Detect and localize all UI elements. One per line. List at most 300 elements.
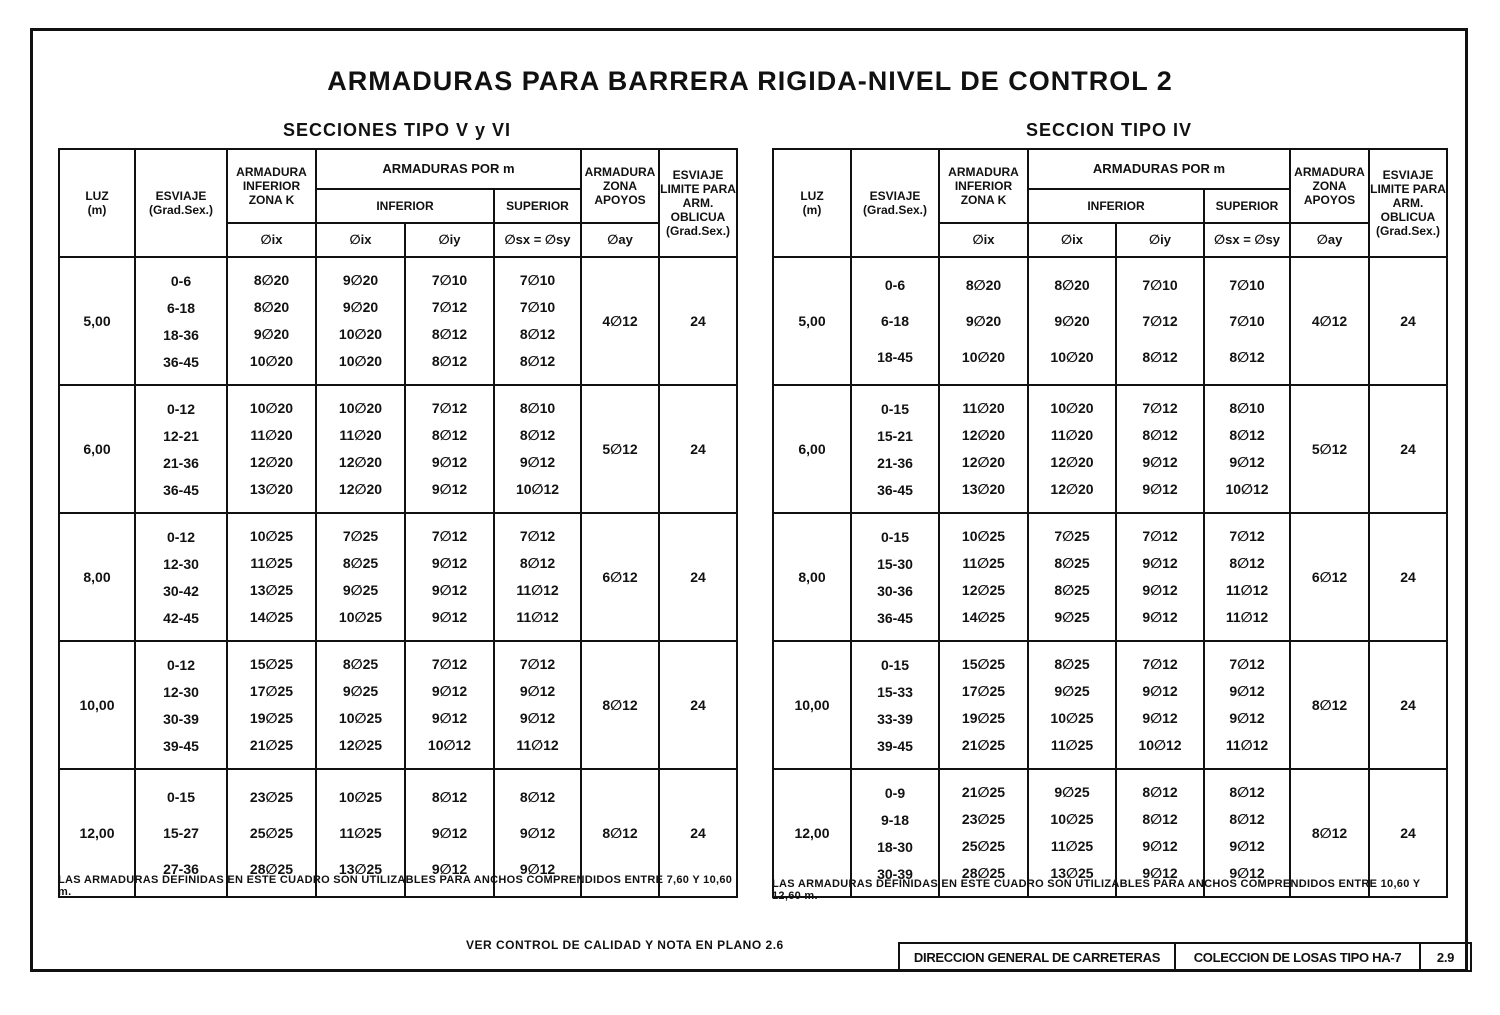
- apoyos-cell: 6∅12: [1290, 513, 1369, 641]
- superior-cell-value: 9∅12: [519, 454, 556, 470]
- header-arm-apoyos: ARMADURA ZONA APOYOS: [581, 149, 659, 223]
- superior-cell: [1204, 641, 1290, 769]
- inferior-x-cell-value: 8∅20: [1054, 276, 1090, 293]
- apoyos-cell: 4∅12: [581, 257, 659, 385]
- esviaje-limite-cell: 24: [1369, 385, 1447, 513]
- superior-cell-value: 7∅10: [1229, 276, 1265, 293]
- header-symbol-iy: ∅iy: [1116, 223, 1204, 257]
- superior-cell-value: 8∅12: [1229, 784, 1265, 800]
- inferior-x-cell-value: 12∅25: [338, 737, 383, 753]
- title-block: [898, 942, 1472, 972]
- esviaje-cell-value: 6-18: [166, 299, 196, 316]
- esviaje-cell: [851, 513, 939, 641]
- esviaje-cell-value: 39-45: [877, 737, 913, 754]
- esviaje-cell-value: 6-18: [880, 313, 910, 329]
- inferior-y-cell-value: 10∅12: [1138, 737, 1182, 753]
- arm-inferior-k-cell-value: 23∅25: [249, 788, 294, 805]
- luz-cell: 10,00: [773, 641, 851, 769]
- inferior-y-cell-value: 7∅12: [431, 299, 468, 315]
- inferior-y-cell: [1116, 513, 1204, 641]
- superior-cell: [494, 641, 581, 769]
- arm-inferior-k-cell-value: 10∅20: [249, 353, 294, 369]
- inferior-x-cell-value: 9∅20: [1054, 312, 1090, 329]
- esviaje-cell-value: 15-27: [163, 825, 199, 841]
- arm-inferior-k-cell-value: 21∅25: [249, 737, 294, 753]
- arm-inferior-k-cell-value: 17∅25: [249, 683, 294, 699]
- esviaje-cell-value: 0-6: [170, 272, 192, 289]
- arm-inferior-k-cell-value: 8∅20: [965, 276, 1002, 293]
- superior-cell-value: 7∅12: [519, 656, 556, 672]
- esviaje-limite-cell: 24: [1369, 513, 1447, 641]
- inferior-y-cell-value: 9∅12: [1142, 555, 1178, 571]
- header-symbol-iy: ∅iy: [405, 223, 494, 257]
- header-armaduras-por-m: ARMADURAS POR m: [316, 149, 581, 189]
- arm-inferior-k-cell-value: 25∅25: [249, 824, 294, 841]
- arm-inferior-k-cell-value: 10∅20: [961, 348, 1006, 365]
- arm-inferior-k-cell-value: 8∅20: [253, 272, 290, 288]
- left-table: [58, 148, 738, 898]
- superior-cell-value: 8∅12: [519, 353, 556, 369]
- arm-inferior-k-cell-value: 12∅20: [961, 454, 1006, 470]
- arm-inferior-k-cell-value: 10∅25: [249, 528, 294, 544]
- superior-cell-value: 7∅12: [1229, 528, 1265, 544]
- inferior-x-cell-value: 11∅20: [1050, 427, 1094, 443]
- arm-inferior-k-cell-value: 11∅25: [250, 555, 293, 571]
- esviaje-cell-value: 12-30: [163, 555, 199, 572]
- esviaje-cell-value: 0-6: [884, 277, 906, 293]
- apoyos-cell: 5∅12: [1290, 385, 1369, 513]
- esviaje-cell-value: 18-45: [877, 349, 913, 365]
- header-symbol-ix: ∅ix: [1028, 223, 1116, 257]
- arm-inferior-k-cell-value: 11∅25: [962, 555, 1005, 571]
- inferior-x-cell-value: 9∅25: [342, 683, 379, 699]
- inferior-x-cell-value: 10∅20: [338, 326, 383, 342]
- esviaje-cell: [851, 257, 939, 385]
- header-arm-apoyos: ARMADURA ZONA APOYOS: [1290, 149, 1369, 223]
- inferior-x-cell: [1028, 257, 1116, 385]
- inferior-y-cell-value: 9∅12: [431, 824, 468, 841]
- superior-cell-value: 9∅12: [519, 860, 556, 877]
- inferior-x-cell-value: 10∅25: [338, 710, 383, 726]
- apoyos-cell: 8∅12: [1290, 641, 1369, 769]
- esviaje-cell-value: 0-15: [880, 528, 910, 545]
- inferior-y-cell-value: 7∅12: [1142, 528, 1178, 544]
- inferior-x-cell-value: 9∅25: [1054, 784, 1090, 800]
- esviaje-cell-value: 30-39: [877, 865, 913, 882]
- inferior-x-cell-value: 8∅25: [1054, 656, 1090, 672]
- arm-inferior-k-cell-value: 28∅25: [961, 865, 1006, 881]
- inferior-y-cell-value: 9∅12: [431, 582, 468, 598]
- superior-cell: [1204, 257, 1290, 385]
- luz-cell: 6,00: [773, 385, 851, 513]
- inferior-y-cell-value: 9∅12: [1142, 683, 1178, 699]
- arm-inferior-k-cell-value: 14∅25: [961, 609, 1006, 625]
- superior-cell-value: 7∅12: [519, 528, 556, 544]
- apoyos-cell: 5∅12: [581, 385, 659, 513]
- inferior-y-cell-value: 9∅12: [431, 860, 468, 877]
- superior-cell-value: 8∅12: [519, 788, 556, 805]
- esviaje-cell-value: 21-36: [163, 454, 199, 471]
- inferior-x-cell-value: 7∅25: [342, 528, 379, 544]
- superior-cell-value: 8∅12: [1229, 555, 1265, 571]
- luz-cell: 5,00: [59, 257, 135, 385]
- inferior-y-cell: [405, 513, 494, 641]
- inferior-x-cell: [1028, 641, 1116, 769]
- inferior-y-cell: [1116, 641, 1204, 769]
- arm-inferior-k-cell-value: 21∅25: [961, 784, 1006, 800]
- esviaje-cell-value: 27-36: [163, 861, 199, 877]
- header-symbol-k: ∅ix: [227, 223, 316, 257]
- superior-cell: [494, 513, 581, 641]
- superior-cell-value: 11∅12: [1225, 609, 1269, 625]
- inferior-y-cell-value: 8∅12: [431, 353, 468, 369]
- superior-cell-value: 11∅12: [1225, 582, 1269, 598]
- header-arm-inferior-k: ARMADURA INFERIOR ZONA K: [227, 149, 316, 223]
- arm-inferior-k-cell: [939, 257, 1028, 385]
- inferior-x-cell-value: 12∅20: [1050, 481, 1094, 497]
- inferior-y-cell-value: 8∅12: [1142, 427, 1178, 443]
- superior-cell-value: 10∅12: [1225, 481, 1269, 497]
- header-symbol-k: ∅ix: [939, 223, 1028, 257]
- title-block-plano-number: 2.9: [1436, 949, 1455, 965]
- inferior-x-cell-value: 10∅25: [338, 788, 383, 805]
- inferior-y-cell-value: 8∅12: [1142, 784, 1178, 800]
- superior-cell-value: 9∅12: [1229, 454, 1265, 470]
- inferior-y-cell-value: 8∅12: [431, 326, 468, 342]
- inferior-x-cell-value: 12∅20: [338, 481, 383, 497]
- esviaje-cell-value: 36-45: [877, 481, 913, 498]
- superior-cell-value: 9∅12: [1229, 683, 1265, 699]
- inferior-x-cell-value: 7∅25: [1054, 528, 1090, 544]
- inferior-x-cell-value: 10∅20: [338, 400, 383, 416]
- esviaje-cell-value: 36-45: [163, 353, 199, 370]
- luz-group-row: [59, 641, 737, 769]
- arm-inferior-k-cell-value: 25∅25: [961, 838, 1006, 854]
- apoyos-cell: 6∅12: [581, 513, 659, 641]
- inferior-x-cell-value: 8∅25: [1054, 555, 1090, 571]
- esviaje-cell-value: 0-12: [166, 400, 196, 417]
- esviaje-cell-value: 36-45: [163, 481, 199, 498]
- inferior-y-cell: [405, 257, 494, 385]
- esviaje-limite-cell: 24: [659, 769, 737, 897]
- inferior-y-cell-value: 9∅12: [1142, 582, 1178, 598]
- inferior-x-cell-value: 9∅20: [342, 299, 379, 315]
- luz-group-row: [59, 513, 737, 641]
- superior-cell-value: 7∅10: [519, 299, 556, 315]
- esviaje-cell-value: 15-30: [877, 555, 913, 572]
- header-inferior: INFERIOR: [1028, 189, 1204, 223]
- inferior-x-cell-value: 11∅25: [1050, 838, 1094, 854]
- left-note: LAS ARMADURAS DEFINIDAS EN ESTE CUADRO SON UTILIZABLES PARA ANCHOS COMPRENDIDOS ENTRE 7,60 Y 10,60 m.: [58, 874, 733, 898]
- superior-cell-value: 10∅12: [515, 481, 560, 497]
- superior-cell-value: 9∅12: [1229, 865, 1265, 881]
- header-luz: LUZ (m): [773, 149, 851, 257]
- superior-cell-value: 8∅12: [1229, 811, 1265, 827]
- esviaje-cell-value: 15-21: [877, 427, 913, 444]
- superior-cell-value: 7∅10: [1229, 312, 1265, 329]
- esviaje-cell-value: 0-12: [166, 656, 196, 673]
- esviaje-cell-value: 30-39: [163, 710, 199, 727]
- esviaje-cell-value: 21-36: [877, 454, 913, 471]
- esviaje-limite-cell: 24: [659, 641, 737, 769]
- esviaje-limite-cell: 24: [1369, 641, 1447, 769]
- inferior-x-cell-value: 12∅20: [338, 454, 383, 470]
- superior-cell-value: 8∅12: [519, 326, 556, 342]
- esviaje-cell-value: 12-30: [163, 683, 199, 700]
- esviaje-cell-value: 36-45: [877, 609, 913, 626]
- header-superior: SUPERIOR: [494, 189, 581, 223]
- superior-cell-value: 11∅12: [516, 737, 559, 753]
- inferior-y-cell-value: 9∅12: [1142, 481, 1178, 497]
- header-esviaje-limite: ESVIAJE LIMITE PARA ARM. OBLICUA (Grad.Sex.): [659, 149, 737, 257]
- superior-cell-value: 8∅12: [1229, 427, 1265, 443]
- esviaje-cell: [851, 641, 939, 769]
- superior-cell-value: 9∅12: [519, 824, 556, 841]
- inferior-x-cell-value: 10∅20: [1050, 400, 1094, 416]
- inferior-y-cell-value: 7∅12: [1142, 656, 1178, 672]
- luz-cell: 5,00: [773, 257, 851, 385]
- superior-cell: [1204, 513, 1290, 641]
- esviaje-limite-cell: 24: [1369, 257, 1447, 385]
- inferior-x-cell-value: 12∅20: [1050, 454, 1094, 470]
- inferior-x-cell: [316, 385, 405, 513]
- luz-group-row: [773, 257, 1447, 385]
- inferior-y-cell-value: 7∅12: [431, 528, 468, 544]
- header-symbol-ix: ∅ix: [316, 223, 405, 257]
- arm-inferior-k-cell: [939, 385, 1028, 513]
- arm-inferior-k-cell-value: 11∅20: [962, 400, 1005, 416]
- inferior-y-cell-value: 8∅12: [1142, 348, 1178, 365]
- luz-cell: 10,00: [59, 641, 135, 769]
- luz-cell: 8,00: [773, 513, 851, 641]
- arm-inferior-k-cell-value: 19∅25: [249, 710, 294, 726]
- arm-inferior-k-cell-value: 11∅20: [250, 427, 293, 443]
- esviaje-limite-cell: 24: [659, 385, 737, 513]
- luz-cell: 8,00: [59, 513, 135, 641]
- esviaje-cell: [135, 257, 227, 385]
- inferior-y-cell-value: 9∅12: [1142, 609, 1178, 625]
- arm-inferior-k-cell: [227, 513, 316, 641]
- inferior-x-cell: [1028, 513, 1116, 641]
- luz-group-row: [59, 257, 737, 385]
- header-inferior: INFERIOR: [316, 189, 494, 223]
- luz-group-row: [773, 513, 1447, 641]
- inferior-x-cell-value: 10∅25: [1050, 710, 1094, 726]
- header-armaduras-por-m: ARMADURAS POR m: [1028, 149, 1290, 189]
- arm-inferior-k-cell-value: 10∅25: [961, 528, 1006, 544]
- esviaje-cell-value: 0-9: [884, 784, 906, 801]
- luz-cell: 6,00: [59, 385, 135, 513]
- inferior-y-cell-value: 7∅12: [1142, 312, 1178, 329]
- arm-inferior-k-cell-value: 19∅25: [961, 710, 1006, 726]
- inferior-y-cell-value: 7∅12: [431, 400, 468, 416]
- esviaje-cell-value: 18-36: [163, 326, 199, 343]
- arm-inferior-k-cell-value: 14∅25: [249, 609, 294, 625]
- arm-inferior-k-cell-value: 8∅20: [253, 299, 290, 315]
- arm-inferior-k-cell-value: 13∅25: [249, 582, 294, 598]
- inferior-x-cell-value: 13∅25: [338, 860, 383, 877]
- esviaje-cell-value: 18-30: [877, 838, 913, 855]
- esviaje-limite-cell: 24: [659, 257, 737, 385]
- inferior-x-cell-value: 8∅25: [342, 656, 379, 672]
- inferior-y-cell-value: 9∅12: [431, 710, 468, 726]
- inferior-x-cell-value: 11∅25: [339, 824, 382, 841]
- apoyos-cell: 8∅12: [1290, 769, 1369, 897]
- arm-inferior-k-cell-value: 9∅20: [965, 312, 1002, 329]
- inferior-y-cell-value: 9∅12: [431, 683, 468, 699]
- superior-cell-value: 8∅12: [519, 555, 556, 571]
- page-title: ARMADURAS PARA BARRERA RIGIDA-NIVEL DE CONTROL 2: [327, 66, 1173, 96]
- inferior-y-cell-value: 9∅12: [431, 454, 468, 470]
- esviaje-cell-value: 0-15: [880, 400, 910, 417]
- inferior-x-cell-value: 8∅25: [342, 555, 379, 571]
- inferior-x-cell-value: 9∅25: [1054, 609, 1090, 625]
- header-esviaje-limite: ESVIAJE LIMITE PARA ARM. OBLICUA (Grad.Sex.): [1369, 149, 1447, 257]
- arm-inferior-k-cell-value: 12∅20: [961, 427, 1006, 443]
- esviaje-cell-value: 0-15: [880, 656, 910, 673]
- left-subtitle: SECCIONES TIPO V y VI: [282, 120, 512, 140]
- apoyos-cell: 4∅12: [1290, 257, 1369, 385]
- superior-cell: [494, 385, 581, 513]
- esviaje-cell: [135, 513, 227, 641]
- inferior-x-cell-value: 10∅25: [338, 609, 383, 625]
- inferior-x-cell: [316, 257, 405, 385]
- inferior-x-cell-value: 10∅20: [338, 353, 383, 369]
- arm-inferior-k-cell-value: 21∅25: [961, 737, 1006, 753]
- inferior-y-cell: [1116, 257, 1204, 385]
- luz-cell: 12,00: [59, 769, 135, 897]
- inferior-x-cell-value: 9∅25: [1054, 683, 1090, 699]
- header-superior: SUPERIOR: [1204, 189, 1290, 223]
- header-symbol-sup: ∅sx = ∅sy: [494, 223, 581, 257]
- esviaje-cell-value: 30-36: [877, 582, 913, 599]
- esviaje-cell-value: 0-15: [166, 789, 196, 805]
- esviaje-cell-value: 39-45: [163, 737, 199, 754]
- arm-inferior-k-cell: [227, 641, 316, 769]
- inferior-x-cell: [316, 641, 405, 769]
- superior-cell-value: 7∅12: [1229, 656, 1265, 672]
- arm-inferior-k-cell-value: 12∅20: [249, 454, 294, 470]
- inferior-x-cell-value: 11∅25: [1050, 737, 1094, 753]
- inferior-x-cell-value: 10∅20: [1050, 348, 1094, 365]
- superior-cell-value: 9∅12: [1229, 838, 1265, 854]
- right-note: LAS ARMADURAS DEFINIDAS EN ESTE CUADRO SON UTILIZABLES PARA ANCHOS COMPRENDIDOS ENTRE 10,60 Y 12,60 m.: [772, 878, 1421, 902]
- superior-cell-value: 8∅12: [519, 427, 556, 443]
- inferior-y-cell: [405, 385, 494, 513]
- arm-inferior-k-cell-value: 12∅25: [961, 582, 1006, 598]
- header-esviaje: ESVIAJE (Grad.Sex.): [135, 149, 227, 257]
- inferior-y-cell-value: 7∅12: [431, 656, 468, 672]
- inferior-x-cell: [1028, 385, 1116, 513]
- inferior-y-cell-value: 9∅12: [431, 609, 468, 625]
- header-arm-inferior-k: ARMADURA INFERIOR ZONA K: [939, 149, 1028, 223]
- inferior-y-cell-value: 9∅12: [431, 481, 468, 497]
- inferior-x-cell-value: 10∅25: [1050, 811, 1094, 827]
- inferior-x-cell-value: 8∅25: [1054, 582, 1090, 598]
- superior-cell: [494, 257, 581, 385]
- esviaje-cell: [135, 385, 227, 513]
- inferior-x-cell-value: 13∅25: [1050, 865, 1094, 881]
- superior-cell-value: 11∅12: [1225, 737, 1269, 753]
- inferior-y-cell-value: 9∅12: [1142, 454, 1178, 470]
- header-esviaje: ESVIAJE (Grad.Sex.): [851, 149, 939, 257]
- arm-inferior-k-cell-value: 15∅25: [249, 656, 294, 672]
- arm-inferior-k-cell-value: 9∅20: [253, 326, 290, 342]
- superior-cell: [1204, 385, 1290, 513]
- inferior-y-cell-value: 7∅12: [1142, 400, 1178, 416]
- inferior-y-cell-value: 9∅12: [1142, 865, 1178, 881]
- apoyos-cell: 8∅12: [581, 641, 659, 769]
- inferior-x-cell: [316, 513, 405, 641]
- arm-inferior-k-cell-value: 28∅25: [249, 860, 294, 877]
- superior-cell-value: 8∅12: [1229, 348, 1265, 365]
- esviaje-limite-cell: 24: [1369, 769, 1447, 897]
- arm-inferior-k-cell: [939, 513, 1028, 641]
- inferior-x-cell-value: 9∅20: [342, 272, 379, 288]
- superior-cell-value: 9∅12: [519, 710, 556, 726]
- inferior-y-cell-value: 8∅12: [431, 788, 468, 805]
- superior-cell-value: 9∅12: [519, 683, 556, 699]
- superior-cell-value: 8∅10: [519, 400, 556, 416]
- apoyos-cell: 8∅12: [581, 769, 659, 897]
- superior-cell-value: 8∅10: [1229, 400, 1265, 416]
- esviaje-cell: [851, 385, 939, 513]
- inferior-y-cell-value: 9∅12: [1142, 710, 1178, 726]
- superior-cell-value: 11∅12: [516, 609, 559, 625]
- luz-group-row: [773, 385, 1447, 513]
- inferior-y-cell-value: 10∅12: [427, 737, 472, 753]
- esviaje-cell-value: 0-12: [166, 528, 196, 545]
- right-table: [772, 148, 1448, 898]
- arm-inferior-k-cell: [227, 257, 316, 385]
- header-symbol-sup: ∅sx = ∅sy: [1204, 223, 1290, 257]
- inferior-x-cell-value: 9∅25: [342, 582, 379, 598]
- inferior-y-cell-value: 9∅12: [431, 555, 468, 571]
- arm-inferior-k-cell: [227, 385, 316, 513]
- inferior-y-cell-value: 9∅12: [1142, 838, 1178, 854]
- arm-inferior-k-cell-value: 17∅25: [961, 683, 1006, 699]
- header-symbol-ap: ∅ay: [581, 223, 659, 257]
- luz-cell: 12,00: [773, 769, 851, 897]
- esviaje-cell: [135, 641, 227, 769]
- inferior-y-cell-value: 8∅12: [1142, 811, 1178, 827]
- luz-group-row: [59, 385, 737, 513]
- title-block-coleccion: COLECCION DE LOSAS TIPO HA-7: [1176, 944, 1421, 970]
- arm-inferior-k-cell-value: 10∅20: [249, 400, 294, 416]
- inferior-y-cell: [405, 641, 494, 769]
- arm-inferior-k-cell-value: 23∅25: [961, 811, 1006, 827]
- arm-inferior-k-cell-value: 13∅20: [961, 481, 1006, 497]
- superior-cell-value: 11∅12: [516, 582, 559, 598]
- arm-inferior-k-cell: [939, 641, 1028, 769]
- inferior-y-cell-value: 7∅10: [431, 272, 468, 288]
- title-block-direccion: DIRECCION GENERAL DE CARRETERAS: [900, 944, 1176, 970]
- esviaje-cell-value: 12-21: [163, 427, 199, 444]
- inferior-x-cell-value: 11∅20: [339, 427, 382, 443]
- esviaje-cell-value: 30-42: [163, 582, 199, 599]
- header-symbol-ap: ∅ay: [1290, 223, 1369, 257]
- esviaje-limite-cell: 24: [659, 513, 737, 641]
- esviaje-cell-value: 15-33: [877, 683, 913, 700]
- luz-group-row: [773, 641, 1447, 769]
- esviaje-cell-value: 42-45: [163, 609, 199, 626]
- right-subtitle: SECCION TIPO IV: [1025, 120, 1193, 140]
- inferior-y-cell: [1116, 385, 1204, 513]
- superior-cell-value: 9∅12: [1229, 710, 1265, 726]
- arm-inferior-k-cell-value: 13∅20: [249, 481, 294, 497]
- arm-inferior-k-cell-value: 15∅25: [961, 656, 1006, 672]
- superior-cell-value: 7∅10: [519, 272, 556, 288]
